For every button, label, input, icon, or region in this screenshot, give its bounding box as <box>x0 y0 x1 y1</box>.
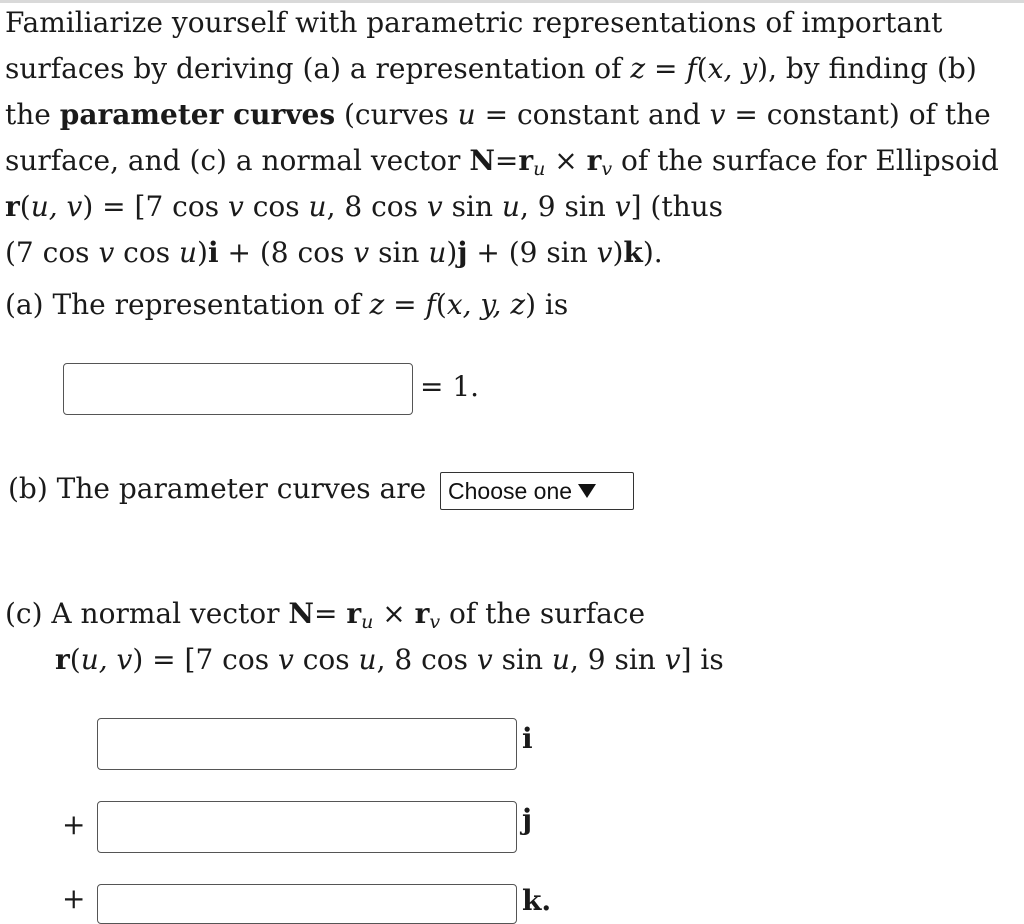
plus-sign-k: + <box>62 882 86 915</box>
part-c-prompt: (c) A normal vector $N= r_u \times r_v$ of the surface <box>5 597 646 633</box>
part-a-answer-input[interactable] <box>63 363 413 415</box>
normal-j-component-input[interactable] <box>97 801 517 853</box>
dropdown-arrow-icon <box>578 484 596 498</box>
parameter-curves-select[interactable] <box>440 472 634 510</box>
statement-line-2: surfaces by deriving (a) a representation of z = f(x, y), by finding (b) <box>5 52 977 85</box>
part-c-surface-formula: r(u, v) = [7 cos v cos u, 8 cos v sin u, 9 sin v] is <box>55 643 724 676</box>
statement-line-1: Familiarize yourself with parametric representations of important <box>5 6 943 39</box>
normal-i-component-input[interactable] <box>97 718 517 770</box>
statement-line-3: the parameter curves (curves u = constant and v = constant) of the <box>5 98 991 131</box>
select-value: Choose one <box>448 477 573 504</box>
plus-sign-j: + <box>62 808 86 841</box>
statement-line-4: surface, and (c) a normal vector $N=r_u \times r_v$ of the surface for Ellipsoid <box>5 144 999 180</box>
part-a-prompt: (a) The representation of z = f(x, y, z) is <box>5 288 569 321</box>
part-b-prompt: (b) The parameter curves are <box>8 472 427 505</box>
statement-line-6: (7 cos v cos u)i + (8 cos v sin u)j + (9 sin v)k). <box>5 236 663 269</box>
problem-statement <box>5 0 1015 276</box>
k-unit-label: k. <box>522 884 552 917</box>
statement-line-5: r(u, v) = [7 cos v cos u, 8 cos v sin u, 9 sin v] (thus <box>5 190 724 223</box>
i-unit-label: i <box>522 722 533 755</box>
j-unit-label: j <box>522 803 533 836</box>
normal-k-component-input[interactable] <box>97 884 517 924</box>
part-a-equals-one: = 1. <box>420 370 480 403</box>
